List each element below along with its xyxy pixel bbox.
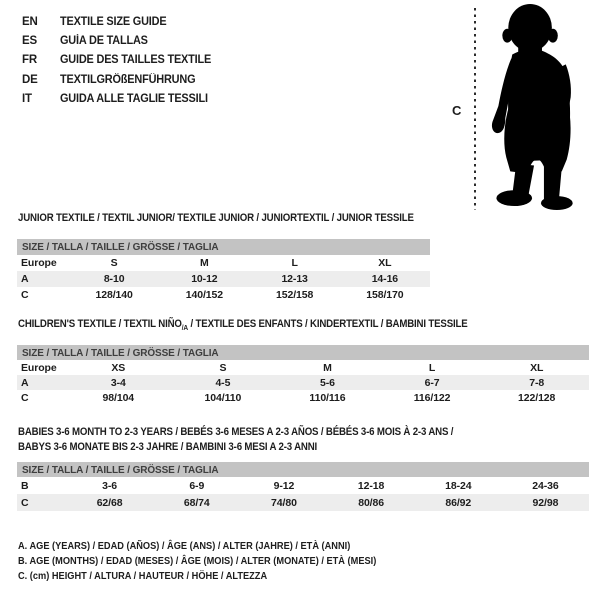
table-cell: 86/92 bbox=[445, 496, 472, 509]
babies-table-title-line2: BABYS 3-6 MONATE BIS 2-3 JAHRE / BAMBINI 3-6 MESI A 2-3 ANNI bbox=[18, 441, 318, 453]
table-cell: 92/98 bbox=[532, 496, 559, 509]
row-label: C bbox=[21, 496, 29, 509]
table-cell: 104/110 bbox=[204, 391, 242, 404]
table-row bbox=[17, 255, 430, 271]
language-row-de bbox=[22, 70, 219, 89]
row-label: B bbox=[21, 479, 29, 492]
table-cell: 7-8 bbox=[529, 376, 545, 389]
babies-textile-section bbox=[17, 426, 589, 516]
childrens-textile-section bbox=[17, 318, 589, 408]
row-label: C bbox=[21, 289, 29, 301]
footnotes bbox=[18, 538, 425, 584]
table-cell: S bbox=[219, 361, 227, 374]
table-row bbox=[17, 494, 589, 511]
language-code: IT bbox=[22, 92, 32, 105]
table-cell: 8-10 bbox=[103, 273, 125, 285]
language-list bbox=[22, 12, 219, 108]
row-label: Europe bbox=[21, 257, 57, 269]
language-row-it bbox=[22, 89, 219, 108]
size-header-bar: SIZE / TALLA / TAILLE / GRÖSSE / TAGLIA bbox=[17, 462, 589, 477]
row-label: C bbox=[21, 391, 29, 404]
table-cell: 18-24 bbox=[445, 479, 472, 492]
language-title: GUIDE DES TAILLES TEXTILE bbox=[60, 54, 212, 67]
table-cell: 6-9 bbox=[189, 479, 205, 492]
language-title: GUIDA ALLE TAGLIE TESSILI bbox=[60, 92, 208, 105]
row-label: A bbox=[21, 273, 29, 285]
language-code: EN bbox=[22, 15, 38, 28]
table-cell: 3-6 bbox=[102, 479, 118, 492]
table-row bbox=[17, 375, 589, 390]
table-cell: 4-5 bbox=[215, 376, 231, 389]
table-cell: M bbox=[200, 257, 209, 269]
table-cell: 9-12 bbox=[273, 479, 295, 492]
babies-table-title-line1: BABIES 3-6 MONTH TO 2-3 YEARS / BEBÉS 3-6 MESES A 2-3 AÑOS / BÉBÉS 3-6 MOIS À 2-3 ANS / bbox=[18, 426, 454, 438]
table-cell: 122/128 bbox=[518, 391, 556, 404]
table-row bbox=[17, 390, 589, 405]
table-cell: XL bbox=[530, 361, 544, 374]
table-cell: 12-13 bbox=[281, 273, 308, 285]
table-cell: L bbox=[428, 361, 436, 374]
baby-silhouette bbox=[480, 3, 598, 211]
footnote-c: C. (cm) HEIGHT / ALTURA / HAUTEUR / HÖHE / ALTEZZA bbox=[18, 570, 268, 583]
children-table-title: CHILDREN'S TEXTILE / TEXTIL $NIÑO_{/A}$ / TEXTILE DES ENFANTS / KINDERTEXTIL / BAMBINI TESSILE bbox=[18, 318, 468, 332]
footnote-b: B. AGE (MONTHS) / EDAD (MESES) / ÂGE (MOIS) / ALTER (MONATE) / ETÀ (MESI) bbox=[18, 555, 377, 568]
language-title: TEXTILGRÖßENFÜHRUNG bbox=[60, 73, 196, 86]
row-label: Europe bbox=[21, 361, 57, 374]
row-label: A bbox=[21, 376, 29, 389]
table-cell: 24-36 bbox=[532, 479, 559, 492]
table-cell: 5-6 bbox=[320, 376, 335, 389]
table-cell: 98/104 bbox=[102, 391, 135, 404]
table-row bbox=[17, 271, 430, 287]
height-measure-dotted-line bbox=[474, 8, 476, 210]
table-cell: 80/86 bbox=[358, 496, 384, 509]
nino-a-subscript: /A bbox=[181, 323, 189, 332]
height-measure-label: C bbox=[452, 103, 462, 118]
table-cell: 68/74 bbox=[183, 496, 210, 509]
table-cell: 158/170 bbox=[366, 289, 404, 301]
table-cell: 6-7 bbox=[424, 376, 440, 389]
table-cell: 128/140 bbox=[95, 289, 133, 301]
language-row-es bbox=[22, 31, 219, 50]
table-cell: 3-4 bbox=[110, 376, 126, 389]
table-cell: 74/80 bbox=[271, 496, 297, 509]
table-cell: 116/122 bbox=[413, 391, 451, 404]
language-row-fr bbox=[22, 51, 219, 70]
table-cell: 110/116 bbox=[309, 391, 346, 404]
table-cell: XL bbox=[378, 257, 392, 269]
size-header-bar: SIZE / TALLA / TAILLE / GRÖSSE / TAGLIA bbox=[17, 345, 589, 360]
table-row bbox=[17, 287, 430, 303]
table-row bbox=[17, 477, 589, 494]
language-title: GUÍA DE TALLAS bbox=[60, 34, 148, 47]
table-cell: S bbox=[110, 257, 118, 269]
language-code: DE bbox=[22, 73, 38, 86]
table-cell: M bbox=[323, 361, 332, 374]
table-cell: 12-18 bbox=[357, 479, 385, 492]
table-cell: L bbox=[291, 257, 298, 269]
language-row-en bbox=[22, 12, 219, 31]
junior-table-title: JUNIOR TEXTILE / TEXTIL JUNIOR/ TEXTILE JUNIOR / JUNIORTEXTIL / JUNIOR TESSILE bbox=[18, 212, 414, 224]
table-cell: XS bbox=[111, 361, 126, 374]
junior-textile-section bbox=[17, 212, 430, 307]
table-cell: 10-12 bbox=[191, 273, 218, 285]
table-cell: 140/152 bbox=[185, 289, 223, 301]
language-code: ES bbox=[22, 34, 37, 47]
table-row bbox=[17, 360, 589, 375]
language-code: FR bbox=[22, 54, 37, 67]
language-title: TEXTILE SIZE GUIDE bbox=[60, 15, 167, 28]
table-cell: 62/68 bbox=[96, 496, 123, 509]
table-cell: 14-16 bbox=[371, 273, 399, 285]
table-cell: 152/158 bbox=[275, 289, 314, 301]
size-header-bar: SIZE / TALLA / TAILLE / GRÖSSE / TAGLIA bbox=[17, 239, 430, 255]
footnote-a: A. AGE (YEARS) / EDAD (AÑOS) / ÂGE (ANS) / ALTER (JAHRE) / ETÀ (ANNI) bbox=[18, 539, 351, 552]
